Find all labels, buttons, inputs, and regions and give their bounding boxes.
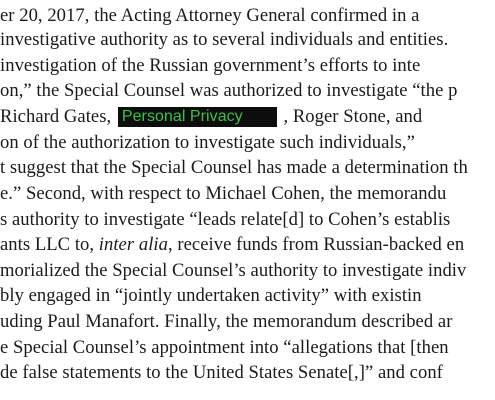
text-line-6: on of the authorization to investigate such individuals,”	[0, 132, 415, 153]
text-line-2: investigative authority as to several individuals and entities.	[0, 29, 449, 50]
text-line-13: uding Paul Manafort. Finally, the memorandum described ar	[0, 311, 453, 332]
text-line-10-before: ants LLC to,	[0, 234, 99, 255]
text-line-7: t suggest that the Special Counsel has made a determination th	[0, 157, 468, 178]
text-line-4: on,” the Special Counsel was authorized to investigate “the p	[0, 80, 458, 101]
text-line-14: e Special Counsel’s appointment into “allegations that [then	[0, 337, 449, 358]
text-line-5	[0, 106, 422, 128]
text-line-11: morialized the Special Counsel’s authority to investigate indiv	[0, 260, 467, 281]
redaction-box: Personal Privacy	[118, 107, 277, 127]
italic-phrase: inter alia	[98, 234, 168, 255]
text-line-8: e.” Second, with respect to Michael Cohen, the memorandu	[0, 183, 447, 204]
text-line-12: bly engaged in “jointly undertaken activity” with existin	[0, 285, 422, 306]
text-line-10-after: , receive funds from Russian-backed en	[167, 234, 465, 255]
text-line-15: de false statements to the United States Senate[,]” and conf	[0, 362, 443, 383]
text-line-5-after: , Roger Stone, and	[278, 106, 423, 127]
text-line-10	[0, 234, 464, 256]
text-line-3: investigation of the Russian government’s efforts to inte	[0, 55, 421, 76]
text-line-1: er 20, 2017, the Acting Attorney General confirmed in a	[0, 5, 420, 26]
text-line-9: s authority to investigate “leads relate[d] to Cohen’s establis	[0, 209, 451, 230]
text-line-5-before: Richard Gates,	[0, 106, 116, 127]
